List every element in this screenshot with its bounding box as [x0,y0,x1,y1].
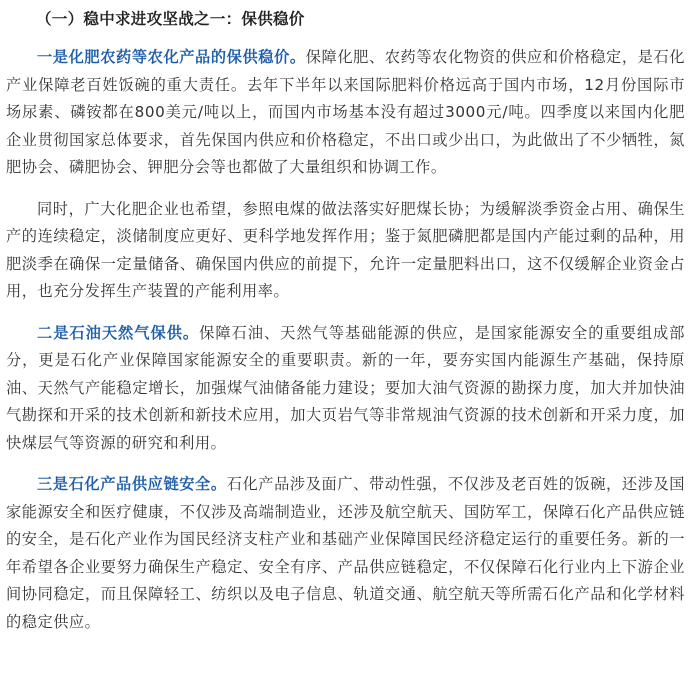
paragraph-body-oil-gas: 保障石油、天然气等基础能源的供应，是国家能源安全的重要组成部分，更是石化产业保障国家能源安全的重要职责。新的一年，要夯实国内能源生产基础，保持原油、天然气产能稳定增长，加强煤气油储备能力建设；要加大油气资源的勘探力度，加大并加快油气勘探和开采的技术创新和新技术应用，加大页岩气等非常规油气资源的技术创新和开采力度，加快煤层气等资源的研究和利用。 [6,323,686,452]
paragraph-body-fertilizer-followup: 同时，广大化肥企业也希望，参照电煤的做法落实好肥煤长协；为缓解淡季资金占用、确保生产的连续稳定，淡储制度应更好、更科学地发挥作用；鉴于氮肥磷肥都是国内产能过剩的品种，用肥淡季在确保一定量储备、确保国内供应的前提下，允许一定量肥料出口，这不仅缓解企业资金占用，也充分发挥生产装置的产能利用率。 [6,199,685,300]
paragraph-lead-supply-chain: 三是石化产品供应链安全。 [37,475,227,493]
paragraph-lead-oil-gas: 二是石油天然气保供。 [37,323,200,342]
paragraph-body-supply-chain: 石化产品涉及面广、带动性强，不仅涉及老百姓的饭碗，还涉及国家能源安全和医疗健康，不仅涉及高端制造业，还涉及航空航天、国防军工，保障石化产品供应链的安全，是石化产业作为国民经济支柱产业和基础产业保障国民经济稳定运行的重要任务。新的一年希望各企业要努力确保生产稳定、安全有序、产品供应链稳定，不仅保障石化行业内上下游企业间协同稳定，而且保障轻工、纺织以及电子信息、轨道交通、航空航天等所需石化产品和化学材料的稳定供应。 [6,475,685,631]
paragraph-fertilizer-followup [6,196,685,306]
paragraph-supply-chain [6,471,685,636]
paragraph-fertilizer [6,44,685,182]
paragraph-lead-fertilizer: 一是化肥农药等农化产品的保供稳价。 [37,48,306,66]
section-heading: （一）稳中求进攻坚战之一：保供稳价 [36,10,305,28]
paragraph-oil-gas [6,320,685,458]
paragraph-body-fertilizer: 保障化肥、农药等农化物资的供应和价格稳定，是石化产业保障老百姓饭碗的重大责任。去年下半年以来国际肥料价格远高于国内市场，12月份国际市场尿素、磷铵都在800美元/吨以上，而国内市场基本没有超过3000元/吨。四季度以来国内化肥企业贯彻国家总体要求，首先保国内供应和价格稳定，不出口或少出口，为此做出了不少牺牲，氮肥协会、磷肥协会、钾肥分会等也都做了大量组织和协调工作。 [6,48,685,176]
